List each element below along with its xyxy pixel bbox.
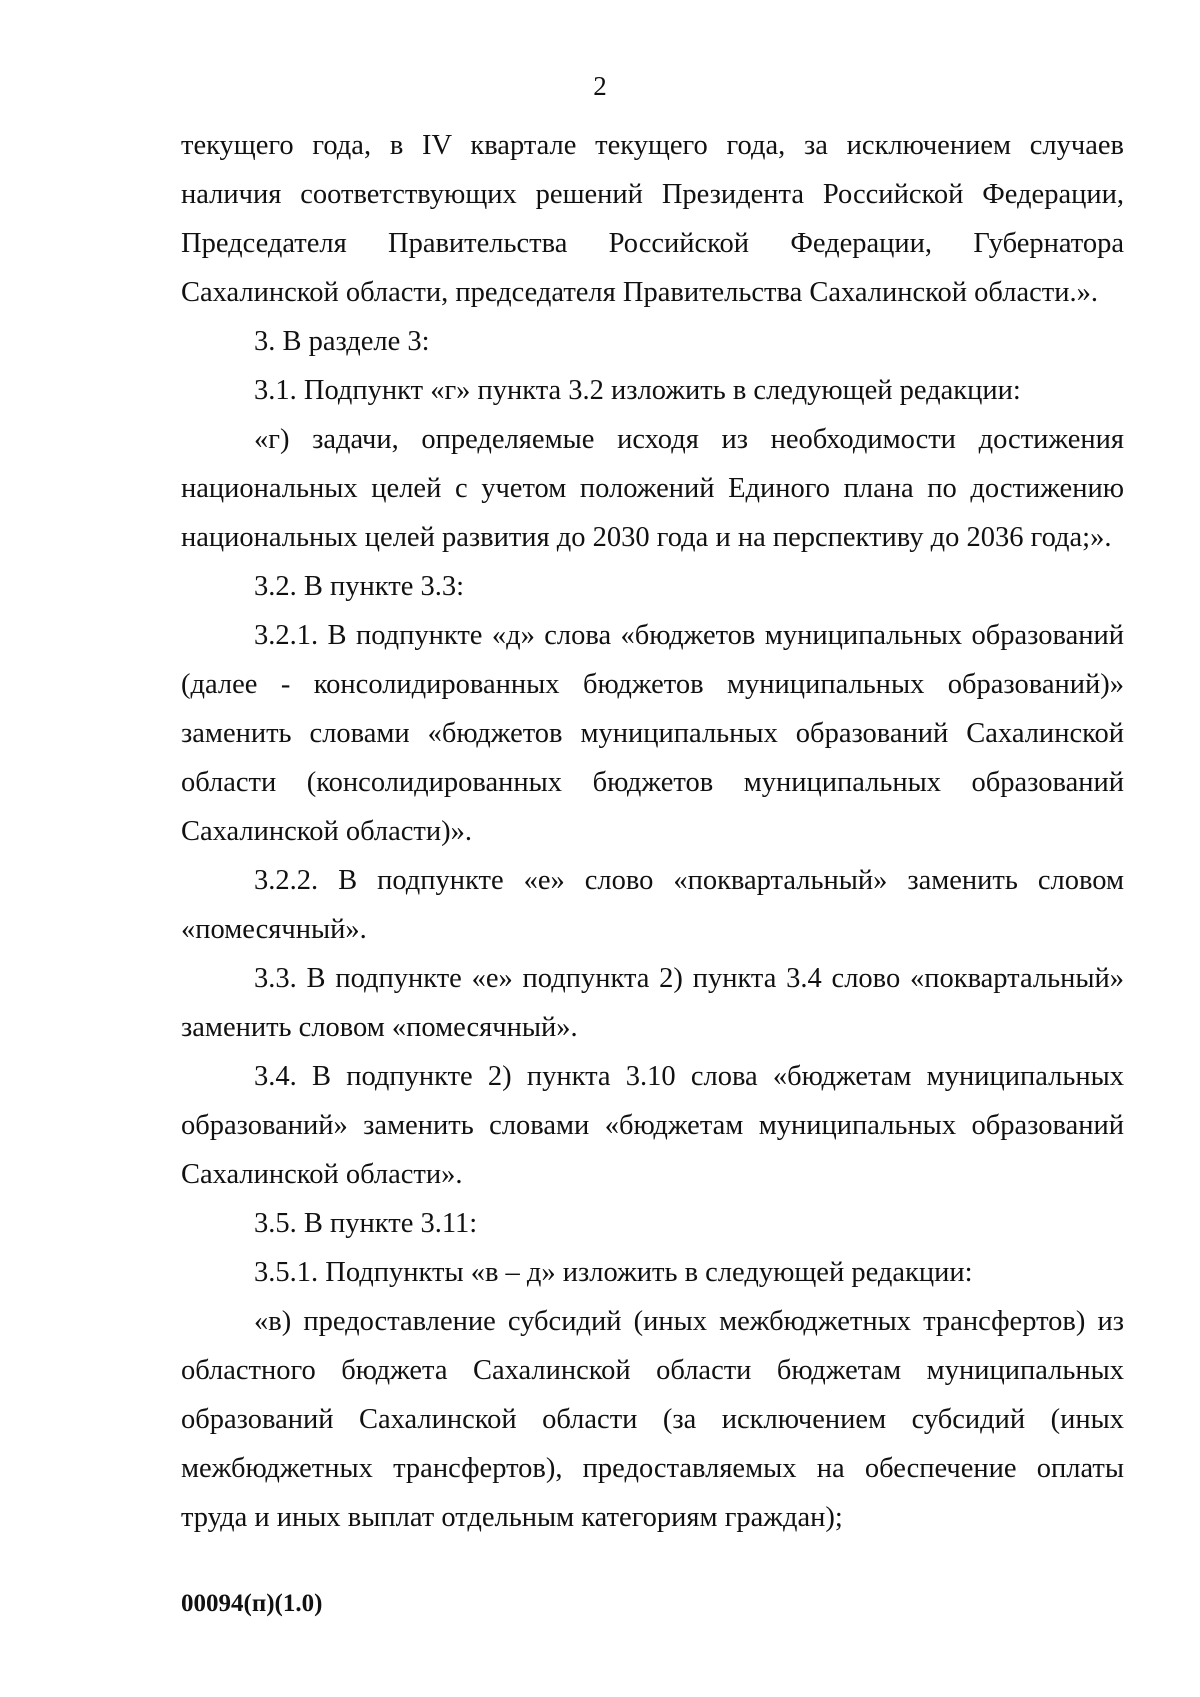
paragraph-3-3: 3.3. В подпункте «е» подпункта 2) пункта 3.4 слово «поквартальный» заменить словом «помесячный».: [181, 963, 1124, 1043]
document-code: 00094(п)(1.0): [181, 1590, 323, 1617]
paragraph-3-1: 3.1. Подпункт «г» пункта 3.2 изложить в следующей редакции:: [254, 375, 1021, 406]
paragraph-continuation: текущего года, в IV квартале текущего года, за исключением случаев наличия соответствующих решений Президента Российской Федерации, Председателя Правительства Российской Федерации, Губернатора Сахалинской области, председателя Правительства Сахалинской области.».: [181, 130, 1124, 308]
paragraph-3-4: 3.4. В подпункте 2) пункта 3.10 слова «бюджетам муниципальных образований» заменить словами «бюджетам муниципальных образований Сахалинской области».: [181, 1061, 1124, 1190]
paragraph-3-5-1-text: «в) предоставление субсидий (иных межбюджетных трансфертов) из областного бюджета Сахалинской области бюджетам муниципальных образований Сахалинской области (за исключением субсидий (иных межбюджетных трансфертов), предоставляемых на обеспечение оплаты труда и иных выплат отдельным категориям граждан);: [181, 1306, 1124, 1533]
document-body: [181, 121, 1124, 1542]
paragraph-3-2: 3.2. В пункте 3.3:: [254, 571, 465, 602]
paragraph-3-2-1: 3.2.1. В подпункте «д» слова «бюджетов муниципальных образований (далее - консолидированных бюджетов муниципальных образований)» заменить словами «бюджетов муниципальных образований Сахалинской области (консолидированных бюджетов муниципальных образований Сахалинской области)».: [181, 620, 1124, 847]
paragraph-3-1-text: «г) задачи, определяемые исходя из необходимости достижения национальных целей с учетом положений Единого плана по достижению национальных целей развития до 2030 года и на перспективу до 2036 года;».: [181, 424, 1124, 553]
paragraph-3-2-2: 3.2.2. В подпункте «е» слово «поквартальный» заменить словом «помесячный».: [181, 865, 1124, 945]
page-number: 2: [593, 71, 607, 101]
paragraph-3-5-1: 3.5.1. Подпункты «в – д» изложить в следующей редакции:: [254, 1257, 973, 1288]
paragraph-3-5: 3.5. В пункте 3.11:: [254, 1208, 478, 1239]
paragraph-section-3: 3. В разделе 3:: [254, 326, 430, 357]
